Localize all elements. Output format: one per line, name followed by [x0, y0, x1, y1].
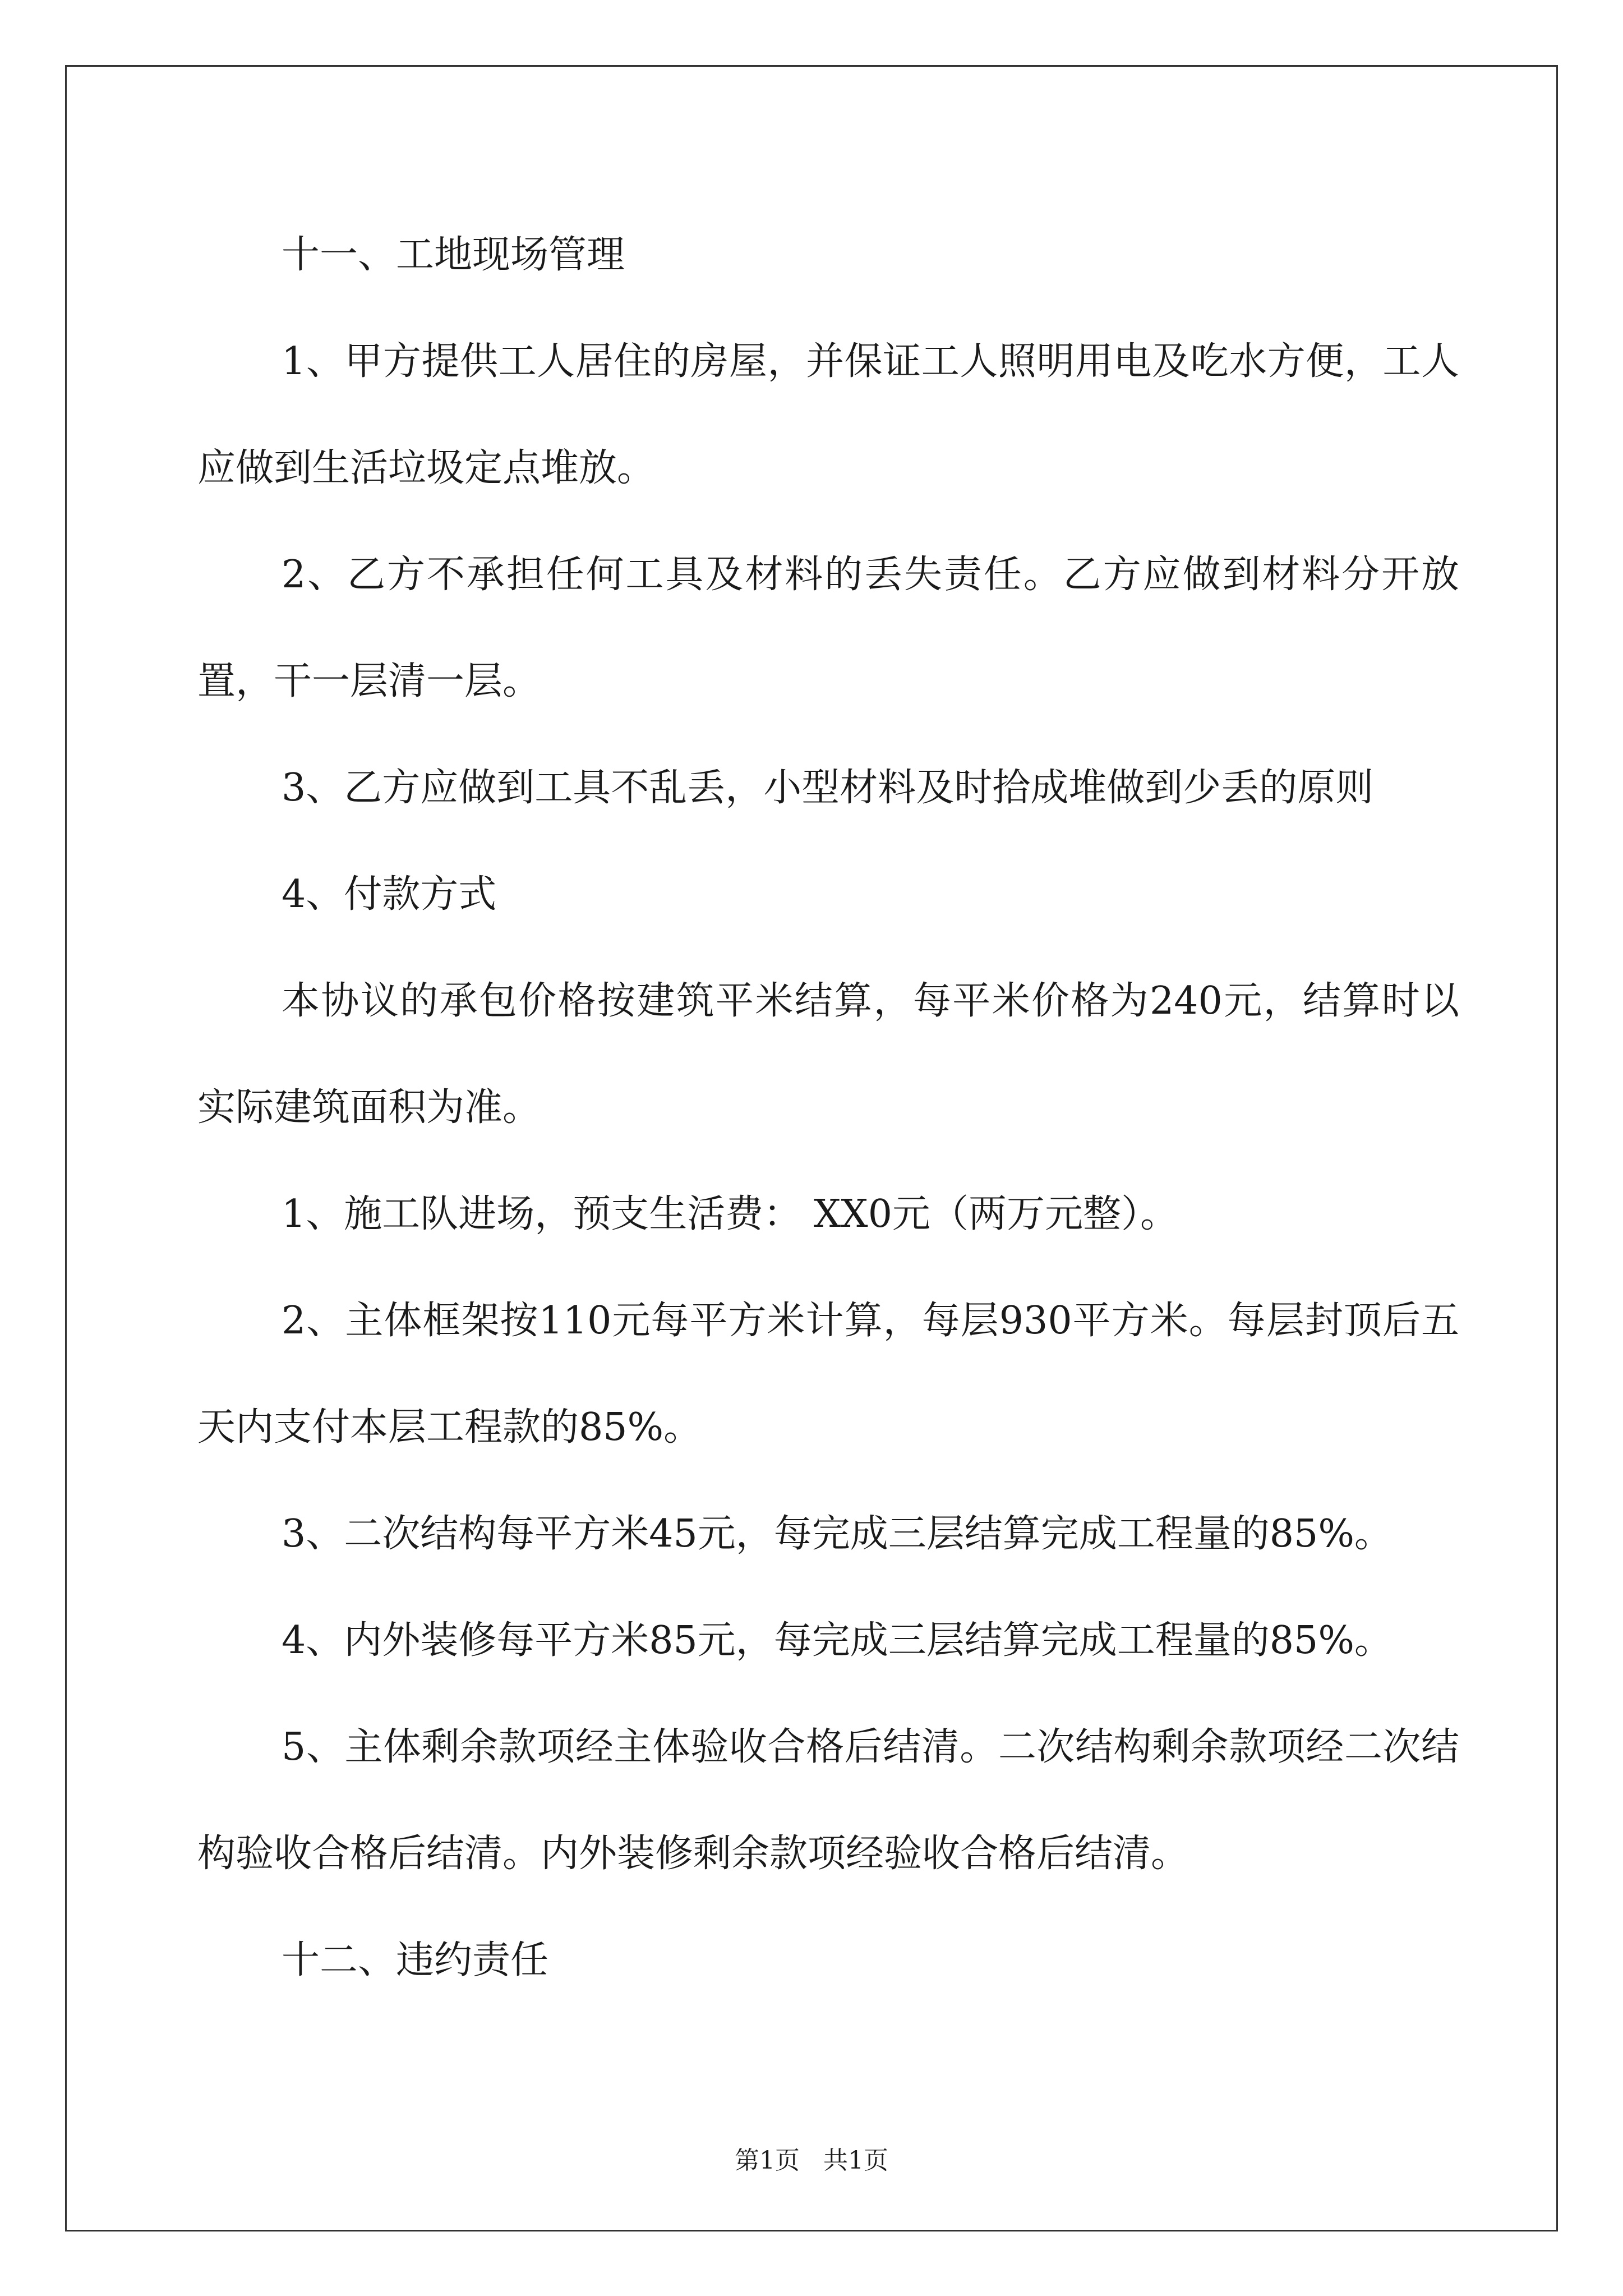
- clause-payment-method: 4、付款方式: [282, 872, 497, 917]
- page-footer: [0, 2144, 1623, 2178]
- page-total: 共1页: [823, 2146, 888, 2175]
- document-body: [197, 202, 1459, 2014]
- clause-tool-handling: 3、乙方应做到工具不乱丢，小型材料及时拾成堆做到少丢的原则: [282, 766, 1374, 810]
- section-heading-11: 十一、工地现场管理: [282, 233, 625, 277]
- clause-worker-housing: 1、甲方提供工人居住的房屋，并保证工人照明用电及吃水方便，工人应做到生活垃圾定点堆放。: [197, 339, 1459, 490]
- payment-item-secondary-structure: 3、二次结构每平方米45元，每完成三层结算完成工程量的85%。: [282, 1512, 1393, 1556]
- page-number: 第1页: [735, 2146, 800, 2175]
- clause-contract-price: 本协议的承包价格按建筑平米结算，每平米价格为240元，结算时以实际建筑面积为准。: [197, 979, 1459, 1130]
- payment-item-frame: 2、主体框架按110元每平方米计算，每层930平方米。每层封顶后五天内支付本层工程款的85%。: [197, 1299, 1459, 1450]
- payment-item-advance: 1、施工队进场，预支生活费： XX0元（两万元整）。: [282, 1192, 1178, 1236]
- payment-item-settlement: 5、主体剩余款项经主体验收合格后结清。二次结构剩余款项经二次结构验收合格后结清。内外装修剩余款项经验收合格后结清。: [197, 1725, 1459, 1876]
- payment-item-decoration: 4、内外装修每平方米85元，每完成三层结算完成工程量的85%。: [282, 1618, 1393, 1663]
- clause-material-loss: 2、乙方不承担任何工具及材料的丢失责任。乙方应做到材料分开放置，干一层清一层。: [197, 553, 1459, 703]
- section-heading-12: 十二、违约责任: [282, 1938, 549, 1982]
